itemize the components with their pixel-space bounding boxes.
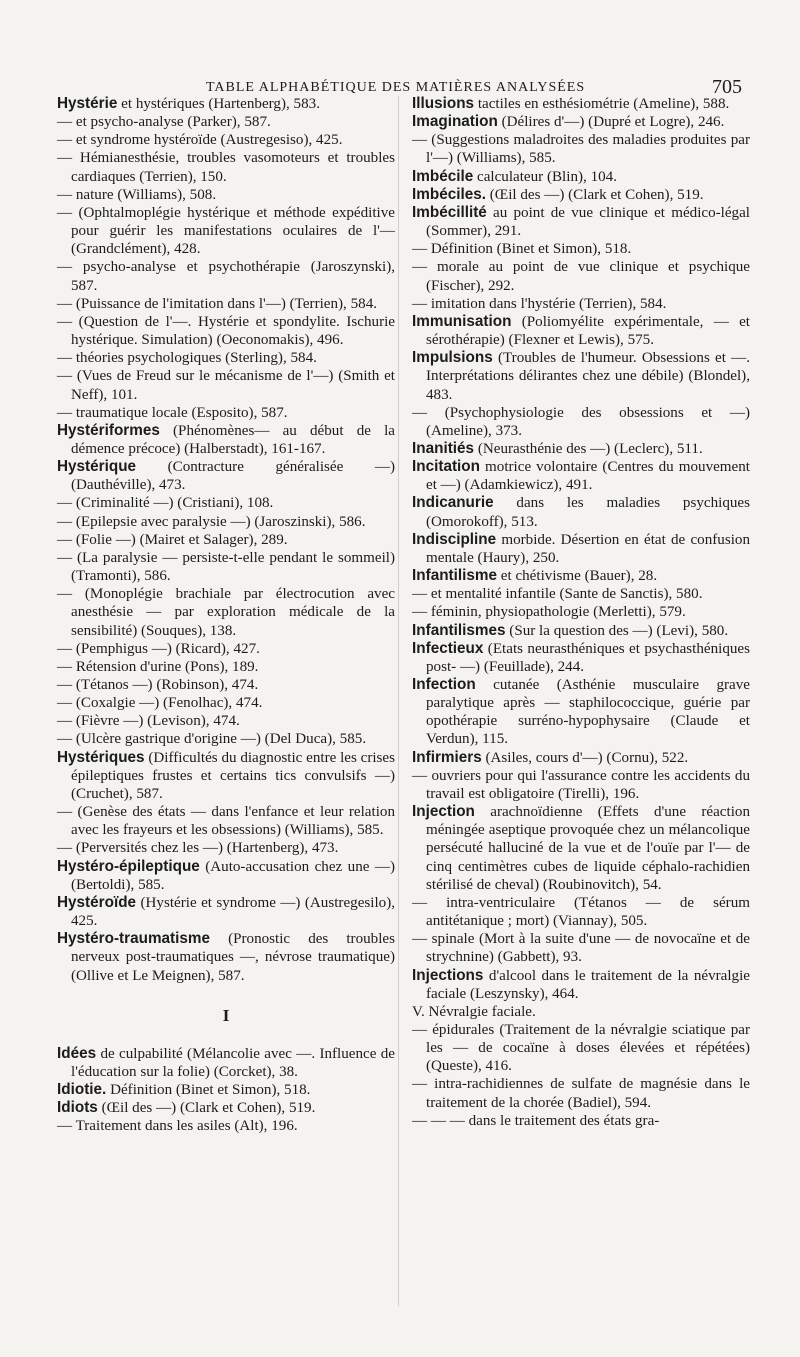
- entry-headword: Hystérie: [57, 95, 118, 112]
- entry-text: motrice volontaire (Centres du mouvement et —) (Adamkiewicz), 491.: [426, 459, 750, 494]
- index-entry: [412, 531, 750, 567]
- entry-text: — (Puissance de l'imitation dans l'—) (Terrien), 584.: [57, 295, 378, 312]
- entry-text: V. Névralgie faciale.: [412, 1003, 536, 1020]
- entry-text: — Hémianesthésie, troubles vasomoteurs et troubles cardiaques (Terrien), 150.: [57, 150, 395, 185]
- entry-text: — et mentalité infantile (Sante de Sanctis), 580.: [412, 586, 703, 603]
- index-entry: [57, 930, 395, 984]
- index-entry: [412, 204, 750, 240]
- entry-text: (Auto-accusation chez une —) (Bertoldi), 585.: [71, 858, 395, 893]
- entry-text: — (Tétanos —) (Robinson), 474.: [57, 677, 259, 693]
- index-entry: [57, 313, 395, 349]
- index-entry: [57, 295, 395, 313]
- entry-text: — (Pemphigus —) (Ricard), 427.: [57, 640, 260, 657]
- index-entry: [57, 149, 395, 185]
- index-entry: [412, 567, 750, 585]
- index-entry: [57, 585, 395, 639]
- entry-text: — (Suggestions maladroites des maladies produites par l'—) (Williams), 585.: [412, 132, 750, 167]
- index-entry: [57, 749, 395, 803]
- entry-headword: Illusions: [412, 95, 475, 112]
- index-entry: [57, 1099, 395, 1117]
- entry-text: (Hystérie et syndrome —) (Austregesilo), 425.: [71, 894, 395, 930]
- entry-text: calculateur (Blin), 104.: [473, 168, 617, 185]
- entry-text: (Pronostic des troubles nerveux post-traumatiques —, névrose traumatique) (Ollive et Le Meignen), 587.: [71, 931, 395, 984]
- page-number: 705: [712, 76, 742, 98]
- entry-text: — Traitement dans les asiles (Alt), 196.: [57, 1118, 298, 1135]
- entry-headword: Hystérique: [57, 458, 137, 476]
- entry-text: (Sur la question des —) (Levi), 580.: [505, 622, 729, 639]
- index-entry: [412, 313, 750, 349]
- entry-text: (Etats neurasthéniques et psychasthéniques post- —) (Feuillade), 244.: [426, 640, 750, 675]
- index-entry: [57, 894, 395, 930]
- index-entry: [412, 1075, 750, 1111]
- index-entry: [57, 131, 395, 149]
- index-entry: [412, 186, 750, 204]
- index-entry: [412, 113, 750, 131]
- index-entry: [412, 640, 750, 676]
- index-entry: [57, 1045, 395, 1081]
- index-entry: [57, 186, 395, 204]
- entry-headword: Injections: [412, 966, 484, 984]
- entry-text: — nature (Williams), 508.: [57, 186, 217, 203]
- entry-text: de culpabilité (Mélancolie avec —. Influence de l'éducation sur la folie) (Corcket), 38.: [71, 1045, 395, 1080]
- index-entry: [57, 458, 395, 494]
- entry-text: — (Ulcère gastrique d'origine —) (Del Duca), 585.: [57, 731, 367, 748]
- left-column: [57, 95, 395, 1136]
- index-entry: [57, 258, 395, 294]
- entry-headword: Hystéro-traumatisme: [57, 930, 211, 948]
- entry-text: (Œil des —) (Clark et Cohen), 519.: [485, 186, 704, 203]
- entry-headword: Indicanurie: [412, 494, 494, 512]
- entry-text: — (Psychophysiologie des obsessions et —) (Ameline), 373.: [412, 404, 750, 439]
- index-entry: [412, 404, 750, 440]
- index-entry: [57, 730, 395, 748]
- entry-headword: Idiots: [57, 1099, 98, 1117]
- section-letter: I: [222, 1005, 230, 1025]
- index-entry: [57, 1081, 395, 1099]
- index-entry: [412, 95, 750, 113]
- index-entry: [57, 349, 395, 367]
- index-entry: [57, 494, 395, 512]
- entry-text: — (Coxalgie —) (Fenolhac), 474.: [57, 695, 263, 712]
- index-entry: [57, 513, 395, 531]
- entry-text: — imitation dans l'hystérie (Terrien), 584.: [412, 295, 667, 312]
- index-entry: [57, 803, 395, 839]
- entry-text: — et syndrome hystéroïde (Austregesiso), 425.: [57, 132, 343, 149]
- index-entry: [57, 404, 395, 422]
- index-entry: [412, 894, 750, 930]
- entry-text: (Neurasthénie des —) (Leclerc), 511.: [474, 440, 703, 457]
- index-entry: [412, 749, 750, 767]
- entry-text: — féminin, physiopathologie (Merletti), 579.: [412, 604, 686, 621]
- index-entry: [57, 839, 395, 857]
- index-entry: [57, 204, 395, 258]
- index-entry: [412, 258, 750, 294]
- entry-text: — (Question de l'—. Hystérie et spondylite. Ischurie hystérique. Simulation) (Oeconomakis), 496.: [57, 313, 395, 349]
- entry-text: — (Fièvre —) (Levison), 474.: [57, 713, 240, 730]
- index-entry: [57, 549, 395, 585]
- entry-text: — psycho-analyse et psychothérapie (Jaroszynski), 587.: [57, 259, 395, 294]
- right-column: [412, 95, 750, 1130]
- entry-text: et hystériques (Hartenberg), 583.: [117, 96, 320, 112]
- index-entry: [412, 803, 750, 894]
- entry-headword: Idées: [57, 1044, 97, 1062]
- entry-text: — intra-rachidiennes de sulfate de magnésie dans le traitement de la chorée (Badiel), 594.: [412, 1076, 750, 1111]
- entry-text: (Difficultés du diagnostic entre les crises épileptiques frustes et certains tics convulsifs —) (Cruchet), 587.: [71, 749, 395, 802]
- entry-text: (Asiles, cours d'—) (Cornu), 522.: [481, 749, 689, 766]
- entry-text: Définition (Binet et Simon), 518.: [106, 1082, 311, 1099]
- entry-text: — (Folie —) (Mairet et Salager), 289.: [57, 531, 288, 548]
- index-entry: [412, 1021, 750, 1075]
- entry-headword: Infection: [412, 676, 476, 693]
- index-entry: [57, 531, 395, 549]
- entry-text: tactiles en esthésiométrie (Ameline), 588.: [474, 96, 730, 112]
- index-entry: [412, 603, 750, 621]
- entry-text: et chétivisme (Bauer), 28.: [497, 568, 658, 585]
- index-entry: [412, 967, 750, 1003]
- index-entry: [57, 1117, 395, 1135]
- index-entry: [57, 694, 395, 712]
- entry-headword: Infirmiers: [412, 748, 482, 766]
- entry-text: — (Monoplégie brachiale par électrocution avec anesthésie — par exploration médicale de la sensibilité) (Souques), 138.: [57, 586, 395, 639]
- entry-text: — intra-ventriculaire (Tétanos — de sérum antitétanique ; mort) (Viannay), 505.: [412, 894, 750, 930]
- entry-text: (Phénomènes— au début de la démence précoce) (Halberstadt), 161-167.: [71, 422, 395, 457]
- entry-headword: Imagination: [412, 113, 498, 131]
- entry-headword: Infantilismes: [412, 621, 506, 639]
- index-entry: [412, 168, 750, 186]
- entry-text: (Poliomyélite expérimentale, — et sérothérapie) (Flexner et Lewis), 575.: [426, 313, 750, 349]
- entry-text: — Rétension d'urine (Pons), 189.: [57, 658, 259, 675]
- index-entry: [412, 295, 750, 313]
- entry-headword: Imbéciles.: [412, 185, 486, 203]
- entry-text: (Délires d'—) (Dupré et Logre), 246.: [497, 114, 725, 131]
- index-entry: [412, 585, 750, 603]
- entry-text: (Troubles de l'humeur. Obsessions et —. Interprétations délirantes chez une débile) (Blondel), 483.: [426, 350, 750, 403]
- entry-text: — (Perversités chez les —) (Hartenberg), 473.: [57, 840, 339, 857]
- index-entry: [412, 131, 750, 167]
- entry-text: cutanée (Asthénie musculaire grave paralytique après — staphilococcique, guérie par opothérapie surréno-hypophysaire (Claude et Verdun), 115.: [426, 677, 750, 748]
- entry-text: (Contracture généralisée —) (Dauthéville), 473.: [71, 459, 395, 494]
- entry-text: au point de vue clinique et médico-légal (Sommer), 291.: [426, 204, 750, 240]
- entry-text: — Définition (Binet et Simon), 518.: [412, 241, 632, 258]
- entry-headword: Injection: [412, 803, 475, 821]
- index-entry: [412, 1112, 750, 1130]
- index-entry: [412, 494, 750, 530]
- entry-text: — (Epilepsie avec paralysie —) (Jaroszinski), 586.: [57, 513, 366, 530]
- entry-headword: Imbécillité: [412, 203, 487, 221]
- entry-text: d'alcool dans le traitement de la névralgie faciale (Leszynsky), 464.: [426, 967, 750, 1002]
- index-entry: [412, 1003, 750, 1021]
- entry-text: — ouvriers pour qui l'assurance contre les accidents du travail est obligatoire (Tirelli), 196.: [412, 767, 750, 802]
- entry-text: — épidurales (Traitement de la névralgie sciatique par les — de cocaïne à doses élevées et répétées) (Queste), 416.: [412, 1021, 750, 1075]
- index-entry: [412, 767, 750, 803]
- entry-headword: Incitation: [412, 458, 480, 476]
- entry-text: — traumatique locale (Esposito), 587.: [57, 404, 288, 421]
- index-entry: [57, 367, 395, 403]
- entry-headword: Infectieux: [412, 639, 484, 657]
- entry-headword: Idiotie.: [57, 1081, 107, 1099]
- entry-text: morbide. Désertion en état de confusion mentale (Haury), 250.: [426, 531, 750, 566]
- index-entry: [412, 676, 750, 749]
- entry-headword: Impulsions: [412, 349, 493, 367]
- index-entry: [412, 240, 750, 258]
- entry-text: dans les maladies psychiques (Omorokoff), 513.: [426, 495, 750, 530]
- index-entry: [412, 930, 750, 966]
- column-divider: [398, 96, 399, 1306]
- entry-text: — (La paralysie — persiste-t-elle pendant le sommeil) (Tramonti), 586.: [57, 549, 395, 585]
- index-entry: [57, 640, 395, 658]
- entry-text: — et psycho-analyse (Parker), 587.: [57, 114, 271, 131]
- index-entry: [57, 658, 395, 676]
- entry-headword: Inanitiés: [412, 439, 475, 457]
- entry-headword: Infantilisme: [412, 567, 497, 585]
- entry-text: — spinale (Mort à la suite d'une — de novocaïne et de strychnine) (Gabbett), 93.: [412, 931, 750, 966]
- entry-headword: Hystéroïde: [57, 893, 137, 911]
- entry-text: — (Criminalité —) (Cristiani), 108.: [57, 495, 274, 512]
- entry-headword: Indiscipline: [412, 530, 497, 548]
- index-entry: [412, 440, 750, 458]
- entry-text: — (Vues de Freud sur le mécanisme de l'—) (Smith et Neff), 101.: [57, 368, 395, 403]
- index-entry: [57, 422, 395, 458]
- entry-headword: Hystéro-épileptique: [57, 857, 200, 875]
- index-entry: [57, 95, 395, 113]
- entry-text: — — — dans le traitement des états gra-: [412, 1112, 660, 1129]
- entry-text: — morale au point de vue clinique et psychique (Fischer), 292.: [412, 259, 750, 294]
- entry-headword: Hystériformes: [57, 421, 160, 439]
- entry-headword: Imbécile: [412, 167, 474, 185]
- entry-text: (Œil des —) (Clark et Cohen), 519.: [97, 1100, 316, 1117]
- index-entry: [57, 858, 395, 894]
- index-entry: [57, 676, 395, 694]
- index-entry: [57, 113, 395, 131]
- running-title: TABLE ALPHABÉTIQUE DES MATIÈRES ANALYSÉES: [206, 80, 586, 95]
- entry-text: — (Genèse des états — dans l'enfance et leur relation avec les frayeurs et les obsessions) (Williams), 585.: [57, 804, 395, 839]
- index-entry: [412, 458, 750, 494]
- entry-headword: Hystériques: [57, 748, 145, 766]
- entry-text: — (Ophtalmoplégie hystérique et méthode expéditive pour guérir les manifestations oculaires de l'— (Grandclément), 428.: [57, 204, 395, 258]
- index-entry: [412, 622, 750, 640]
- entry-text: — théories psychologiques (Sterling), 584.: [57, 350, 317, 367]
- entry-text: arachnoïdienne (Effets d'une réaction méningée aseptique provoquée chez un mélancolique persécuté halluciné de la vue et de l'ouïe par l'— de cinq centimètres cubes de liquide céphalo-rachidien stérilisé de cheval) (Roubinovitch), 54.: [426, 804, 750, 893]
- index-entry: [57, 712, 395, 730]
- index-entry: [412, 349, 750, 403]
- entry-headword: Immunisation: [412, 312, 512, 330]
